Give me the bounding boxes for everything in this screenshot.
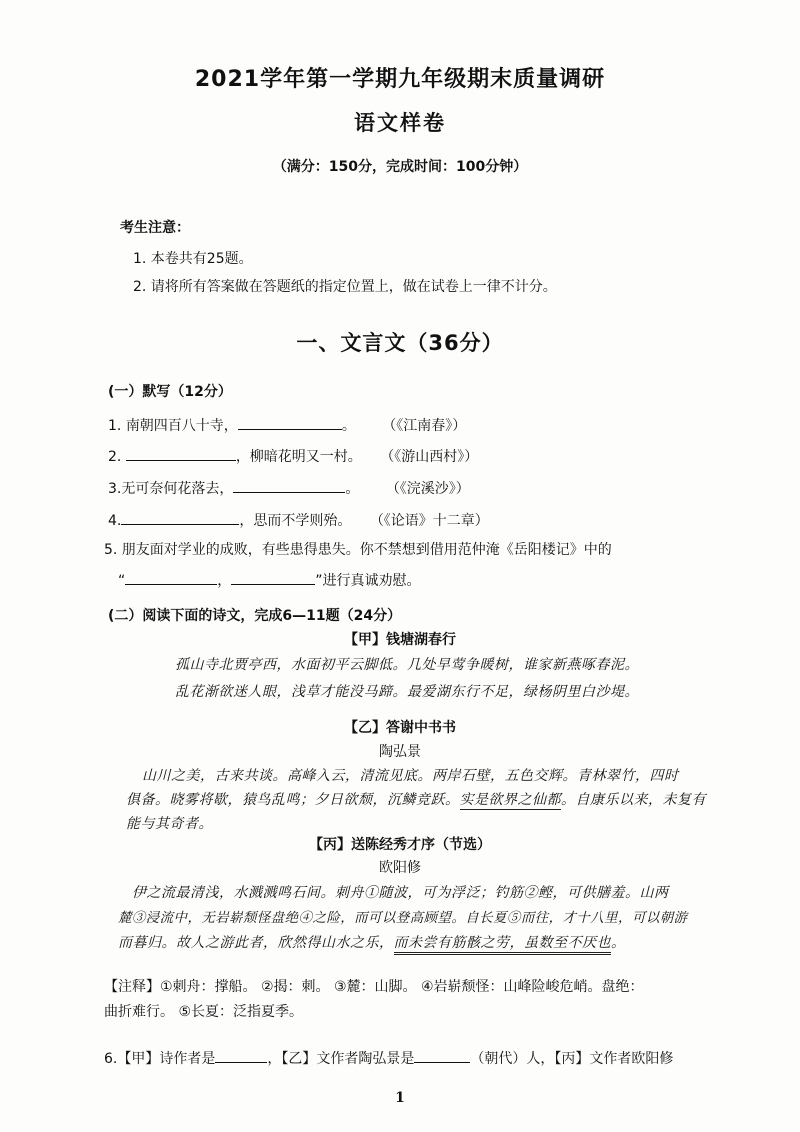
- question-4: [108, 510, 489, 530]
- question-6: [104, 1048, 673, 1068]
- yi-line-3: 能与其奇者。: [126, 816, 213, 832]
- bing-line-3: [118, 932, 626, 952]
- question-3: [108, 478, 470, 498]
- notice-item-1: 1. 本卷共有25题。: [133, 251, 253, 267]
- q4-source: （《论语》十二章）: [369, 513, 489, 529]
- yi-line-2: [126, 789, 706, 809]
- yi-author: 陶弘景: [379, 744, 421, 760]
- question-1: [108, 415, 466, 435]
- q2-post: ，柳暗花明又一村。: [235, 449, 362, 465]
- q4-post: ，思而不学则殆。: [239, 513, 352, 529]
- q6-part-3: （朝代）人，【丙】文作者欧阳修: [470, 1051, 674, 1067]
- jia-line-2: 乱花渐欲迷人眼，浅草才能没马蹄。最爱湖东行不足，绿杨阴里白沙堤。: [175, 684, 639, 700]
- q2-num: 2.: [108, 449, 122, 465]
- q1-pre: 南朝四百八十寺，: [125, 418, 238, 434]
- notice-heading: 考生注意：: [120, 220, 190, 236]
- q6-part-1: 6.【甲】诗作者是: [104, 1051, 216, 1067]
- q2-source: （《游山西村》）: [380, 449, 479, 465]
- q3-blank[interactable]: [233, 478, 345, 493]
- bing-author: 欧阳修: [379, 860, 421, 876]
- bing-line-1: 伊之流最清浅，水溅溅鸣石间。刺舟①随波，可为浮泛；钓筋②鲣，可供膳羞。山两: [132, 885, 669, 901]
- notes-line-2: 曲折难行。 ⑤长夏：泛指夏季。: [104, 1004, 304, 1020]
- exam-meta: （满分：150分，完成时间：100分钟）: [272, 159, 528, 175]
- section-title: 一、文言文（36分）: [296, 331, 504, 355]
- q4-num: 4.: [108, 513, 122, 529]
- bing-underlined: 而未尝有筋骸之劳，虽数至不厌也: [394, 935, 612, 955]
- jia-line-1: 孤山寺北贾亭西，水面初平云脚低。几处早莺争暖树，谁家新燕啄春泥。: [175, 657, 639, 673]
- question-5-line2: [118, 570, 421, 590]
- bing-line-3-pre: 而暮归。故人之游此者，欣然得山水之乐，: [118, 935, 394, 951]
- q2-blank[interactable]: [126, 446, 236, 461]
- yi-line-2-pre: 俱备。晓雾将歇，猿鸟乱鸣；夕日欲颓，沉鳞竞跃。: [126, 792, 460, 808]
- jia-label: 【甲】钱塘湖春行: [344, 632, 456, 648]
- q6-blank-2[interactable]: [414, 1048, 470, 1063]
- notes-line-1: 【注释】①刺舟：撑船。 ②揭：刺。 ③麓：山脚。 ④岩崭颓怪：山峰险峻危峭。盘绝：: [104, 979, 644, 995]
- exam-title: 2021学年第一学期九年级期末质量调研: [194, 67, 606, 92]
- yi-underlined: 实是欲界之仙都: [459, 792, 561, 808]
- q3-num: 3.: [108, 481, 122, 497]
- exam-subtitle: 语文样卷: [354, 111, 446, 135]
- q5-open-quote: “: [118, 573, 126, 589]
- q3-pre: 无可奈何花落去，: [121, 481, 234, 497]
- question-5-line1: 5. 朋友面对学业的成败，有些患得患失。你不禁想到借用范仲淹《岳阳楼记》中的: [104, 542, 612, 558]
- notice-item-2: 2. 请将所有答案做在答题纸的指定位置上，做在试卷上一律不计分。: [133, 279, 557, 295]
- bing-label: 【丙】送陈经秀才序（节选）: [309, 837, 491, 853]
- yi-line-2-post: 。自康乐以来，未复有: [561, 792, 706, 808]
- part1-heading: (一）默写（12分）: [108, 384, 232, 400]
- q4-blank[interactable]: [121, 510, 239, 525]
- question-2: [108, 446, 478, 466]
- part2-heading: (二）阅读下面的诗文，完成6—11题（24分）: [108, 608, 402, 624]
- q5-blank-2[interactable]: [231, 570, 315, 585]
- q5-close: ”进行真诚劝慰。: [315, 573, 421, 589]
- yi-label: 【乙】答谢中书书: [344, 720, 456, 736]
- bing-line-2: 麓③浸流中，无岩崭颓怪盘绝④之险，而可以登高顾望。自长夏⑤而往，才十八里，可以朝游: [118, 911, 688, 926]
- page-number: 1: [395, 1090, 405, 1106]
- q1-post: 。: [341, 418, 356, 434]
- q5-blank-1[interactable]: [125, 570, 217, 585]
- yi-line-1: 山川之美，古来共谈。高峰入云，清流见底。两岸石壁，五色交辉。青林翠竹，四时: [142, 768, 679, 784]
- q6-blank-1[interactable]: [215, 1048, 267, 1063]
- q1-num: 1.: [108, 418, 122, 434]
- q3-post: 。: [345, 481, 360, 497]
- q5-comma: ，: [217, 573, 232, 589]
- bing-line-3-post: 。: [611, 935, 626, 951]
- q6-part-2: ，【乙】文作者陶弘景是: [267, 1051, 415, 1067]
- q3-source: （《浣溪沙》）: [385, 481, 470, 497]
- q1-blank[interactable]: [238, 415, 342, 430]
- q1-source: （《江南春》）: [382, 418, 467, 434]
